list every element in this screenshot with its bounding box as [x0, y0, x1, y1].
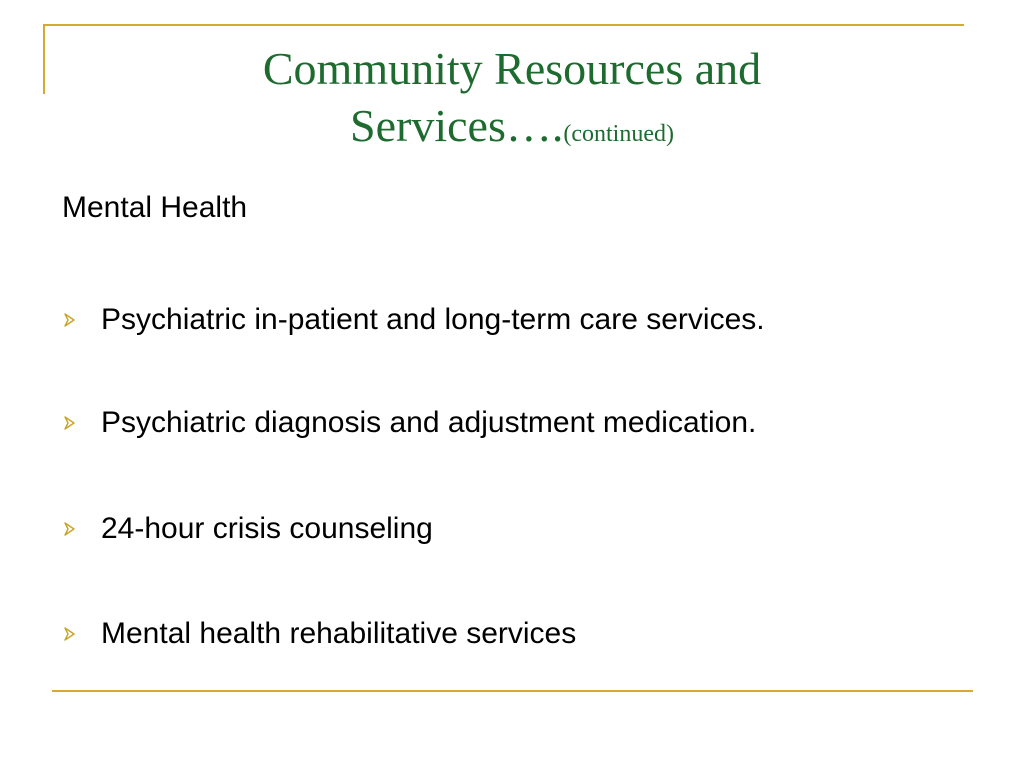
- chevron-arrow-icon: [62, 520, 80, 538]
- left-rule: [43, 24, 45, 94]
- bottom-rule: [52, 690, 973, 692]
- slide-title: [100, 40, 924, 163]
- bullet-text: Mental health rehabilitative services: [101, 617, 577, 650]
- title-suffix: (continued): [563, 121, 674, 147]
- bullet-text: Psychiatric diagnosis and adjustment medication.: [101, 406, 757, 439]
- title-line-2: [100, 97, 924, 163]
- top-rule: [43, 24, 964, 26]
- chevron-arrow-icon: [62, 414, 80, 432]
- title-line-1: Community Resources and: [262, 43, 762, 94]
- bullet-text: 24-hour crisis counseling: [101, 512, 433, 545]
- chevron-arrow-icon: [62, 625, 80, 643]
- title-line-2-main: Services….: [350, 100, 564, 151]
- chevron-arrow-icon: [62, 311, 80, 329]
- section-heading: Mental Health: [62, 191, 248, 224]
- bullet-text: Psychiatric in-patient and long-term care services.: [101, 303, 765, 336]
